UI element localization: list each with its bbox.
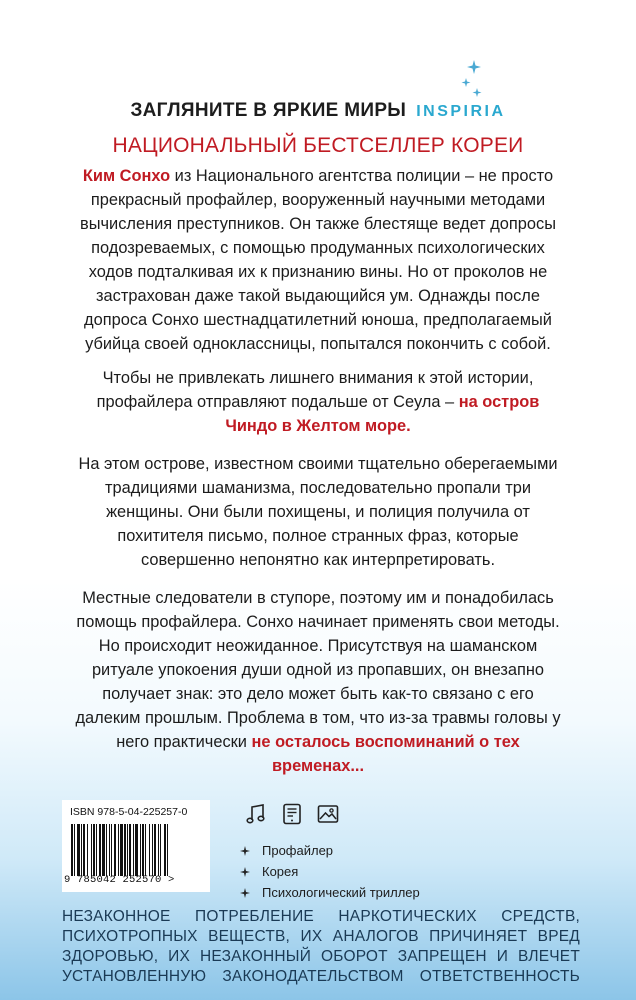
barcode-bar: [109, 824, 110, 876]
legal-warning: НЕЗАКОННОЕ ПОТРЕБЛЕНИЕ НАРКОТИЧЕСКИХ СРЕДСТВ, ПСИХОТРОПНЫХ ВЕЩЕСТВ, ИХ АНАЛОГОВ ПРИЧИНЯЕТ ВРЕД ЗДОРОВЬЮ, ИХ НЕЗАКОННЫЙ ОБОРОТ ЗАПРЕЩЕН И ВЛЕЧЕТ УСТАНОВЛЕННУЮ ЗАКОНОДАТЕЛЬСТВОМ ОТВЕТСТВЕННОСТЬ: [62, 908, 580, 985]
barcode-bar: [106, 824, 107, 876]
barcode-bar: [135, 824, 138, 876]
genre-tag: [240, 882, 420, 903]
image-icon: [316, 802, 340, 826]
barcode-box: [62, 800, 210, 892]
barcode-bar: [124, 824, 126, 876]
genre-tag: [240, 861, 420, 882]
description-text-1: из Национального агентства полиции – не просто прекрасный профайлер, вооруженный научными методами вычисления преступников. Он также блестяще ведет допросы подозреваемых, с помощью продуманных психологических ходов подталкивая их к признанию вины. Но от проколов не застрахован даже такой выдающийся ум. Однажды после допроса Сонхо шестнадцатилетний юноша, предполагаемый убийца своей одноклассницы, попытался покончить с собой.: [80, 167, 556, 353]
barcode-bar: [129, 824, 131, 876]
music-note-icon: [244, 802, 268, 826]
barcode-digits: 9 785042 252570 >: [64, 874, 175, 886]
barcode-bar: [149, 824, 150, 876]
barcode-bar: [77, 824, 80, 876]
star-bullet-icon: [240, 846, 250, 856]
barcode-bar: [164, 824, 166, 876]
book-description: [70, 164, 566, 792]
description-text-2: Чтобы не привлекать лишнего внимания к этой истории, профайлера отправляют подальше от Сеула –: [96, 369, 534, 411]
isbn-label: ISBN 978-5-04-225257-0: [70, 806, 188, 818]
barcode-bar: [96, 824, 97, 876]
series-header: [0, 100, 636, 122]
barcode-bar: [91, 824, 92, 876]
description-paragraph-2: [70, 366, 566, 438]
description-paragraph-3: [70, 452, 566, 572]
genre-tag-label: Психологический триллер: [262, 885, 420, 900]
media-icons: [244, 802, 340, 826]
barcode-bar: [120, 824, 123, 876]
genre-tag-label: Корея: [262, 864, 299, 879]
barcode-bar: [133, 824, 134, 876]
star-bullet-icon: [240, 867, 250, 877]
barcode-bar: [167, 824, 168, 876]
highlight-memory: не осталось воспоминаний о тех временах...: [251, 733, 520, 775]
barcode-bar: [118, 824, 119, 876]
barcode-bar: [160, 824, 161, 876]
barcode-bar: [152, 824, 153, 876]
barcode-bar: [111, 824, 112, 876]
star-bullet-icon: [240, 888, 250, 898]
barcode-bar: [71, 824, 73, 876]
brand-logo: INSPIRIA: [416, 103, 506, 120]
highlight-location: на остров Чиндо в Желтом море.: [225, 393, 540, 435]
protagonist-name: Ким Сонхо: [82, 167, 171, 185]
description-paragraph-4: [70, 586, 566, 778]
barcode-bar: [99, 824, 101, 876]
barcode-bar: [114, 824, 116, 876]
barcode-bars: [70, 824, 200, 876]
genre-tags: [240, 840, 420, 903]
genre-tag: [240, 840, 420, 861]
series-tagline: ЗАГЛЯНИТЕ В ЯРКИЕ МИРЫ: [130, 100, 407, 121]
barcode-bar: [93, 824, 95, 876]
description-text-3: На этом острове, известном своими тщательно оберегаемыми традициями шаманизма, последовательно пропали три женщины. Они были похищены, и полиция получила от похитителя письмо, полное странных фраз, которые совершенно непонятно как интерпретировать.: [78, 455, 558, 569]
barcode-bar: [154, 824, 156, 876]
genre-tag-label: Профайлер: [262, 843, 334, 858]
barcode-bar: [158, 824, 159, 876]
barcode-bar: [74, 824, 75, 876]
bestseller-subtitle: НАЦИОНАЛЬНЫЙ БЕСТСЕЛЛЕР КОРЕИ: [112, 134, 524, 157]
barcode-bar: [142, 824, 144, 876]
ebook-icon: [280, 802, 304, 826]
description-paragraph-1: [70, 164, 566, 356]
barcode-bar: [81, 824, 82, 876]
barcode-bar: [127, 824, 128, 876]
barcode-bar: [145, 824, 146, 876]
barcode-bar: [140, 824, 141, 876]
barcode-bar: [102, 824, 105, 876]
barcode-bar: [87, 824, 88, 876]
description-text-4: Местные следователи в ступоре, поэтому им и понадобилась помощь профайлера. Сонхо начинает применять свои методы. Но происходит неожиданное. Присутствуя на шаманском ритуале упокоения души одной из пропавших, он внезапно получает знак: это дело может быть как-то связано с его далеким прошлым. Проблема в том, что из-за травмы головы у него практически: [75, 589, 561, 751]
barcode-bar: [83, 824, 85, 876]
